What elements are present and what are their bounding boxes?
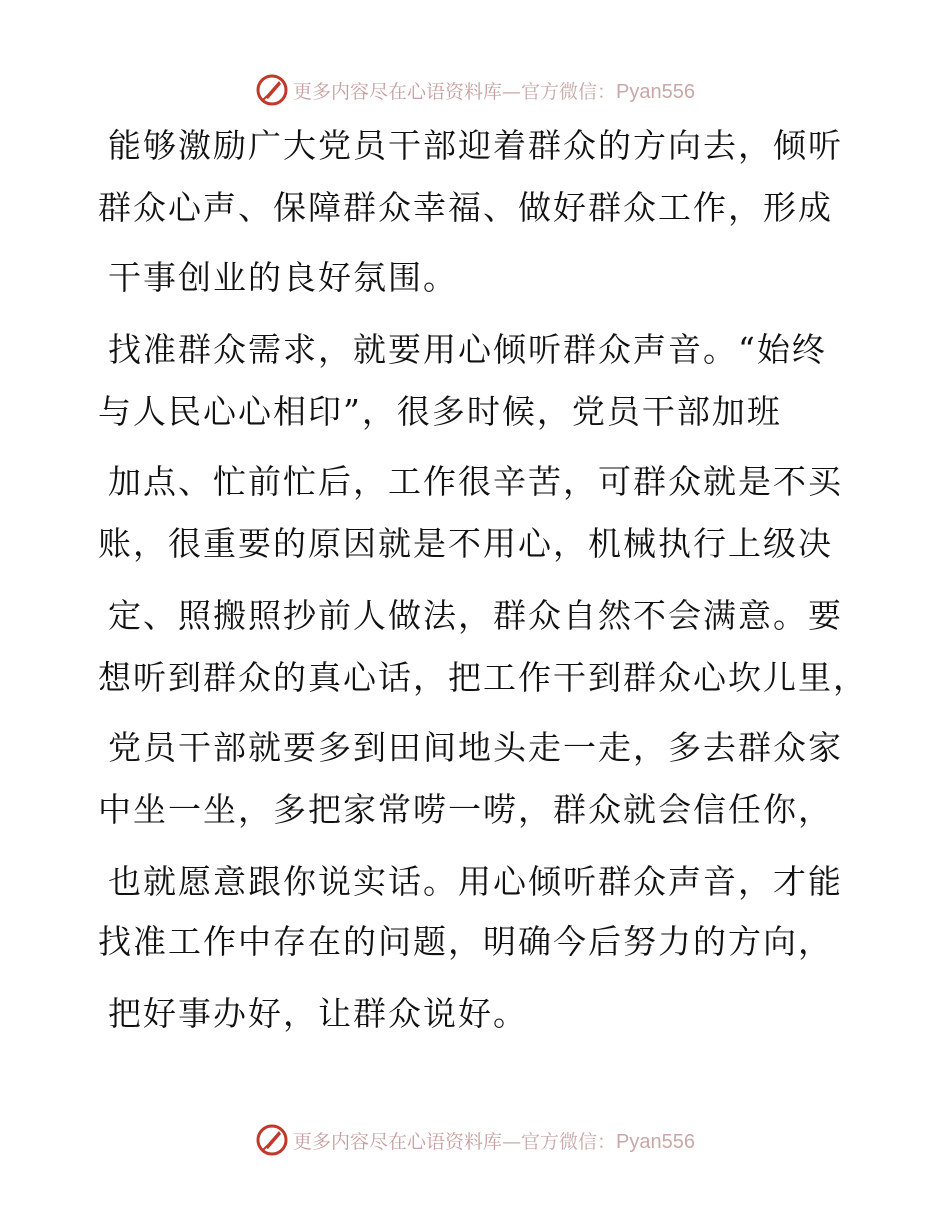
banner-brand: 更多内容尽在心语资料库 (293, 80, 503, 103)
body-line: 加点、忙前忙后，工作很辛苦，可群众就是不买 (108, 462, 843, 501)
body-line: 把好事办好，让群众说好。 (108, 994, 528, 1033)
quill-logo-icon (255, 1123, 289, 1157)
body-line: 党员干部就要多到田间地头走一走，多去群众家 (108, 728, 843, 767)
body-line: 中坐一坐，多把家常唠一唠，群众就会信任你， (98, 790, 833, 829)
banner-text (293, 1127, 695, 1154)
body-line: 与人民心心相印”，很多时候，党员干部加班 (98, 392, 782, 431)
banner-wechat-id: Pyan556 (616, 1130, 695, 1153)
banner-dash: — (502, 1130, 522, 1153)
banner-wechat-id: Pyan556 (616, 80, 695, 103)
body-line: 想听到群众的真心话，把工作干到群众心坎儿里， (98, 658, 868, 697)
body-line: 定、照搬照抄前人做法，群众自然不会满意。要 (108, 596, 843, 635)
body-line: 干事创业的良好氛围。 (108, 258, 458, 297)
body-line: 账，很重要的原因就是不用心，机械执行上级决 (98, 524, 833, 563)
banner-wechat-label: 官方微信： (521, 1130, 617, 1153)
banner-brand: 更多内容尽在心语资料库 (293, 1130, 503, 1153)
footer-banner (0, 1120, 950, 1160)
body-line: 找准工作中存在的问题，明确今后努力的方向， (98, 922, 833, 961)
body-line: 也就愿意跟你说实话。用心倾听群众声音，才能 (108, 862, 843, 901)
banner-wechat-label: 官方微信： (521, 80, 617, 103)
body-line: 找准群众需求，就要用心倾听群众声音。“始终 (108, 330, 827, 369)
body-line: 群众心声、保障群众幸福、做好群众工作，形成 (98, 188, 833, 227)
body-line: 能够激励广大党员干部迎着群众的方向去，倾听 (108, 126, 843, 165)
banner-dash: — (502, 80, 522, 103)
